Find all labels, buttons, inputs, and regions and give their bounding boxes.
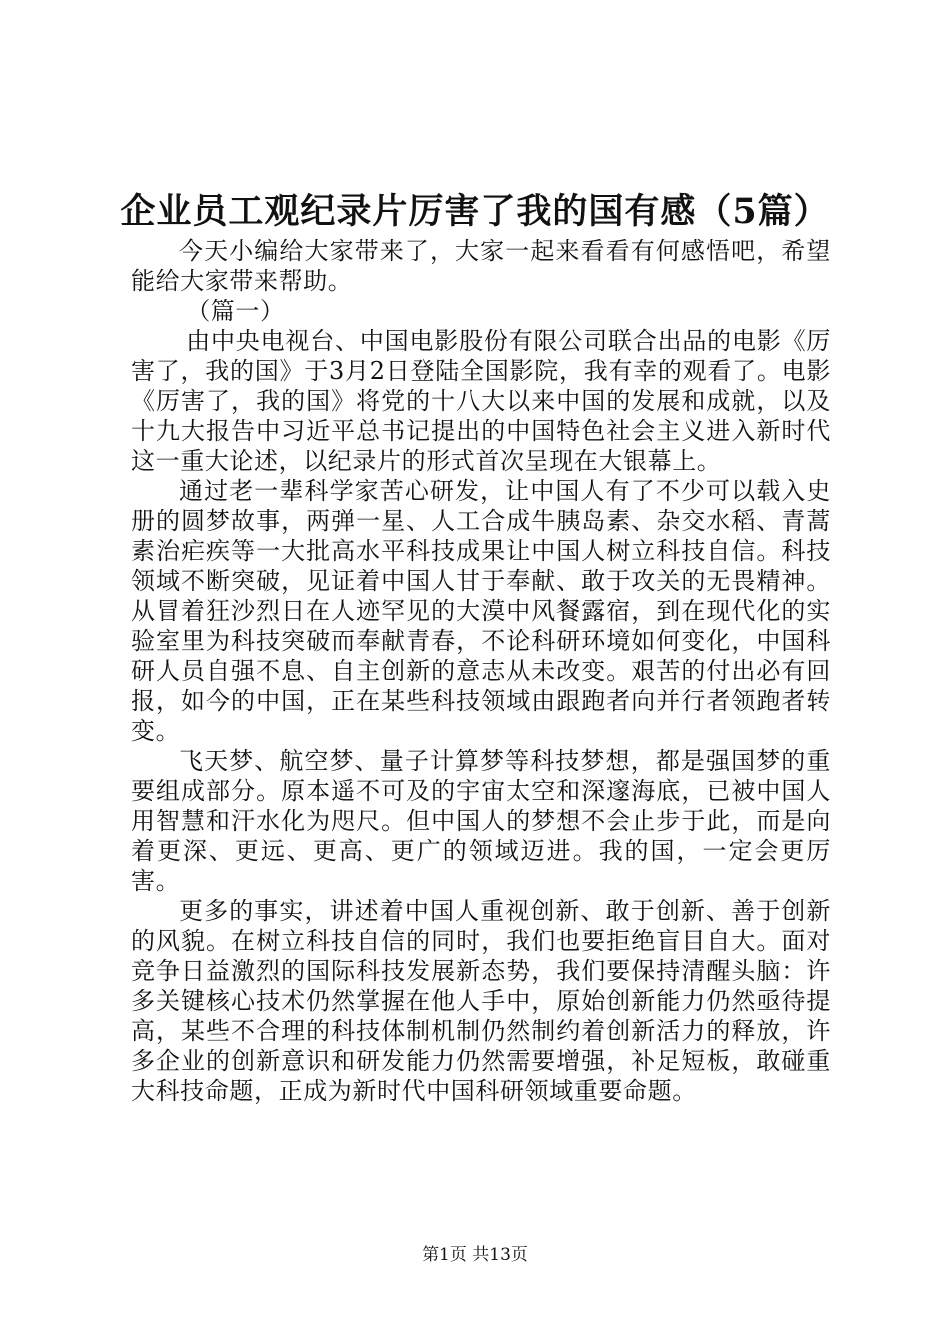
body-paragraph: 通过老一辈科学家苦心研发，让中国人有了不少可以载入史册的圆梦故事，两弹一星、人工合成牛胰岛素、杂交水稻、青蒿素治疟疾等一大批高水平科技成果让中国人树立科技自信。科技领域不断突破，见证着中国人甘于奉献、敢于攻关的无畏精神。从冒着狂沙烈日在人迹罕见的大漠中风餐露宿，到在现代化的实验室里为科技突破而奉献青春，不论科研环境如何变化，中国科研人员自强不息、自主创新的意志从未改变。艰苦的付出必有回报，如今的中国，正在某些科技领域由跟跑者向并行者领跑者转变。 [131,477,831,745]
document-title: 企业员工观纪录片厉害了我的国有感（5篇） [120,191,830,232]
page-footer: 第1页 共13页 [422,1245,528,1265]
section-heading: （篇一） [186,297,285,325]
body-paragraph: 更多的事实，讲述着中国人重视创新、敢于创新、善于创新的风貌。在树立科技自信的同时，我们也要拒绝盲目自大。面对竞争日益激烈的国际科技发展新态势，我们要保持清醒头脑：许多关键核心技术仍然掌握在他人手中，原始创新能力仍然亟待提高，某些不合理的科技体制机制仍然制约着创新活力的释放，许多企业的创新意识和研发能力仍然需要增强，补足短板，敢碰重大科技命题，正成为新时代中国科研领域重要命题。 [131,897,831,1105]
body-paragraph: 飞天梦、航空梦、量子计算梦等科技梦想，都是强国梦的重要组成部分。原本遥不可及的宇宙太空和深邃海底，已被中国人用智慧和汗水化为咫尺。但中国人的梦想不会止步于此，而是向着更深、更远、更高、更广的领域迈进。我的国，一定会更厉害。 [131,747,831,895]
intro-paragraph: 今天小编给大家带来了，大家一起来看看有何感悟吧，希望能给大家带来帮助。 [131,237,831,295]
body-paragraph: 由中央电视台、中国电影股份有限公司联合出品的电影《厉害了，我的国》于3月2日登陆全国影院，我有幸的观看了。电影《厉害了，我的国》将党的十八大以来中国的发展和成就，以及十九大报告中习近平总书记提出的中国特色社会主义进入新时代这一重大论述，以纪录片的形式首次呈现在大银幕上。 [131,327,831,475]
document-body [131,236,831,1106]
